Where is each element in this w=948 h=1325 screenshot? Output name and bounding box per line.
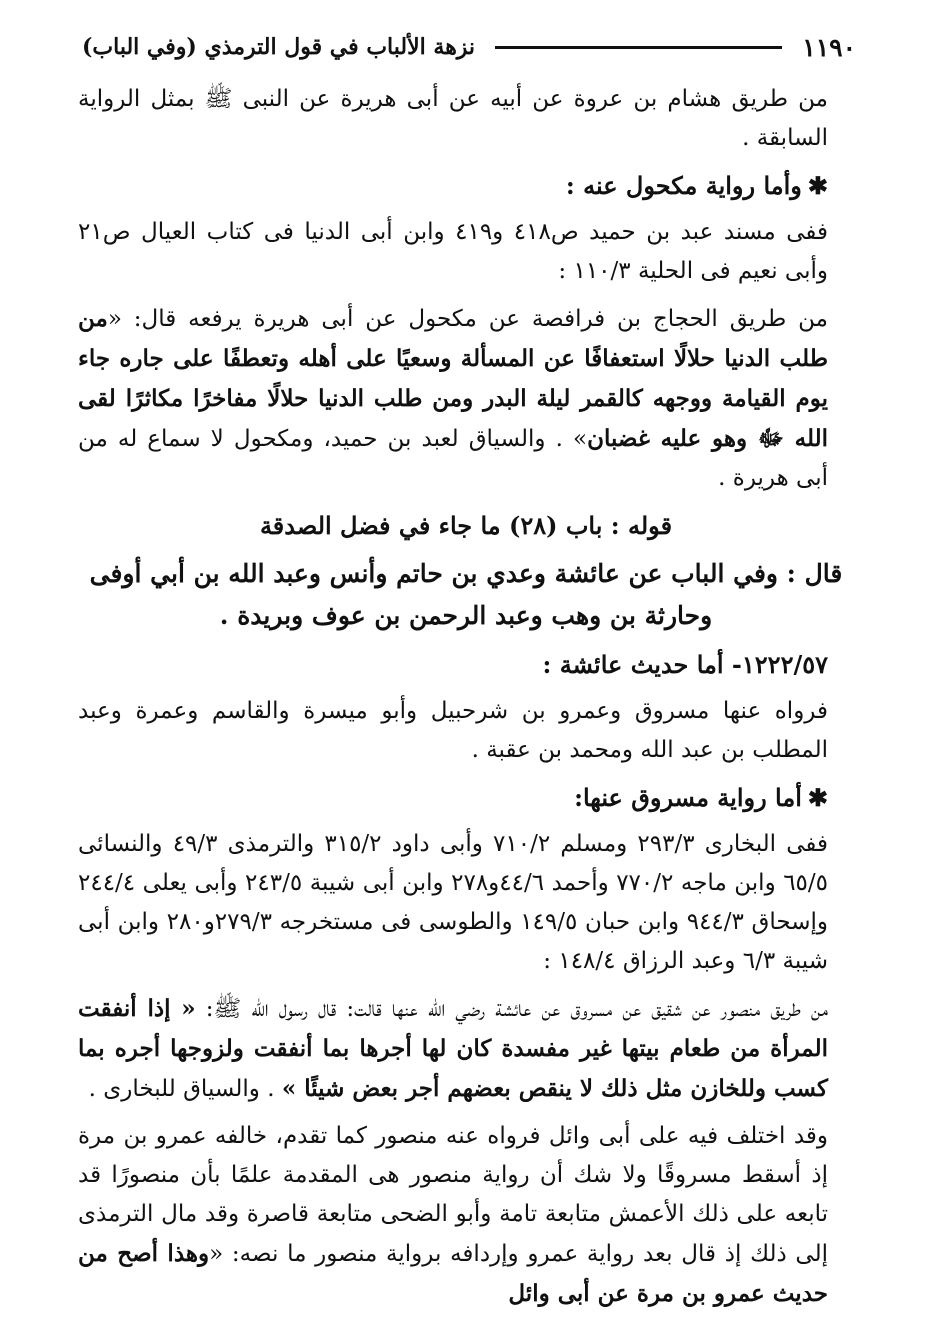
header-rule [495,46,782,49]
hadith-text: من طلب الدنيا حلالًا استعفافًا عن المسألة وسعيًا على أهله وتعطفًا على جاره جاء يوم القيامة ووجهه كالقمر ليلة البدر ومن طلب الدنيا حلالًا مفاخرًا مكاثرًا لقى الله ﷻ وهو عليه غضبان [78,305,828,452]
paragraph-makhul-sources: ففى مسند عبد بن حميد ص٤١٨ و٤١٩ وابن أبى الدنيا فى كتاب العيال ص٢١ وأبى نعيم فى الحلية ١١٠/٣ : [78,219,829,284]
page-body [78,80,854,1322]
running-header [82,30,856,64]
page-number: ١١٩٠ [802,32,856,62]
asterisk-icon: ✱ [807,171,828,200]
subheading-masruq-text: أما رواية مسروق عنها: [574,783,802,812]
subheading-aisha-hadith: ١٢٢٢/٥٧- أما حديث عائشة : [542,650,828,679]
paragraph-mansur-hadith [78,989,854,1109]
mansur-hadith-text: « إذا أنفقت المرأة من طعام بيتها غير مفسدة كان لها أجرها بما أنفقت ولزوجها أجره بما كسب وللخازن مثل ذلك لا ينقص بعضهم أجر بعض شيئًا » [78,995,828,1102]
subheading-makhul [78,166,854,205]
paragraph-masruq-sources: ففى البخارى ٢٩٣/٣ ومسلم ٧١٠/٢ وأبى داود ٣١٥/٢ والترمذى ٤٩/٣ والنسائى ٦٥/٥ وابن ماجه ٧٧٠/٢ وأحمد ٤٤/٦و٢٧٨ وابن أبى شيبة ٢٤٣/٥ وأبى يعلى ٢٤٤/٤ وإسحاق ٩٤٤/٣ وابن حبان ١٤٩/٥ والطوسى فى مستخرجه ٢٧٩/٣و٢٨٠ وابن أبى شيبة ٦/٣ وعبد الرزاق ١٤٨/٤ : [78,831,828,974]
tirmidhi-statement: قال : وفي الباب عن عائشة وعدي بن حاتم وأنس وعبد الله بن أبي أوفى وحارثة بن وهب وعبد الرحمن بن عوف وبريدة . [89,559,843,630]
hadith-intro: من طريق الحجاج بن فرافصة عن مكحول عن أبى هريرة يرفعه قال: « [107,306,828,332]
ikhtilaf-text: وقد اختلف فيه على أبى وائل فرواه عنه منصور كما تقدم، خالفه عمرو بن مرة إذ أسقط مسروقًا ولا شك أن رواية منصور هى المقدمة علمًا بأن منصورًا قد تابعه على ذلك الأعمش متابعة تامة وأبو الضحى متابعة قاصرة وقد مال الترمذى إلى ذلك إذ قال بعد رواية عمرو وإردافه برواية منصور ما نصه: « [78,1123,828,1267]
subheading-masruq [78,778,854,817]
mansur-intro: من طريق منصور عن شقيق عن مسروق عن عائشة رضي الله عنها قالت: قال رسول الله ﷺ: [205,996,829,1022]
paragraph-makhul-hadith [78,299,854,498]
paragraph-aisha-narrators: فرواه عنها مسروق وعمرو بن شرحبيل وأبو ميسرة والقاسم وعمرة وعبد المطلب بن عبد الله ومحمد بن عقبة . [78,698,828,763]
asterisk-icon: ✱ [807,783,828,812]
paragraph-hisham-chain: من طريق هشام بن عروة عن أبيه عن أبى هريرة عن النبى ﷺ بمثل الرواية السابقة . [78,86,828,151]
tirmidhi-quote: وهذا أصح من حديث عمرو بن مرة عن أبى وائل [78,1240,828,1307]
mansur-outro: . والسياق للبخارى . [88,1076,275,1102]
hadith-outro: » . والسياق لعبد بن حميد، ومكحول لا سماع له من أبى هريرة . [78,426,828,491]
chapter-heading: قوله : باب (٢٨) ما جاء في فضل الصدقة [259,511,673,540]
subheading-makhul-text: وأما رواية مكحول عنه : [565,171,802,200]
paragraph-ikhtilaf [78,1117,854,1314]
running-title: نزهة الألباب في قول الترمذي (وفي الباب) [82,34,476,60]
